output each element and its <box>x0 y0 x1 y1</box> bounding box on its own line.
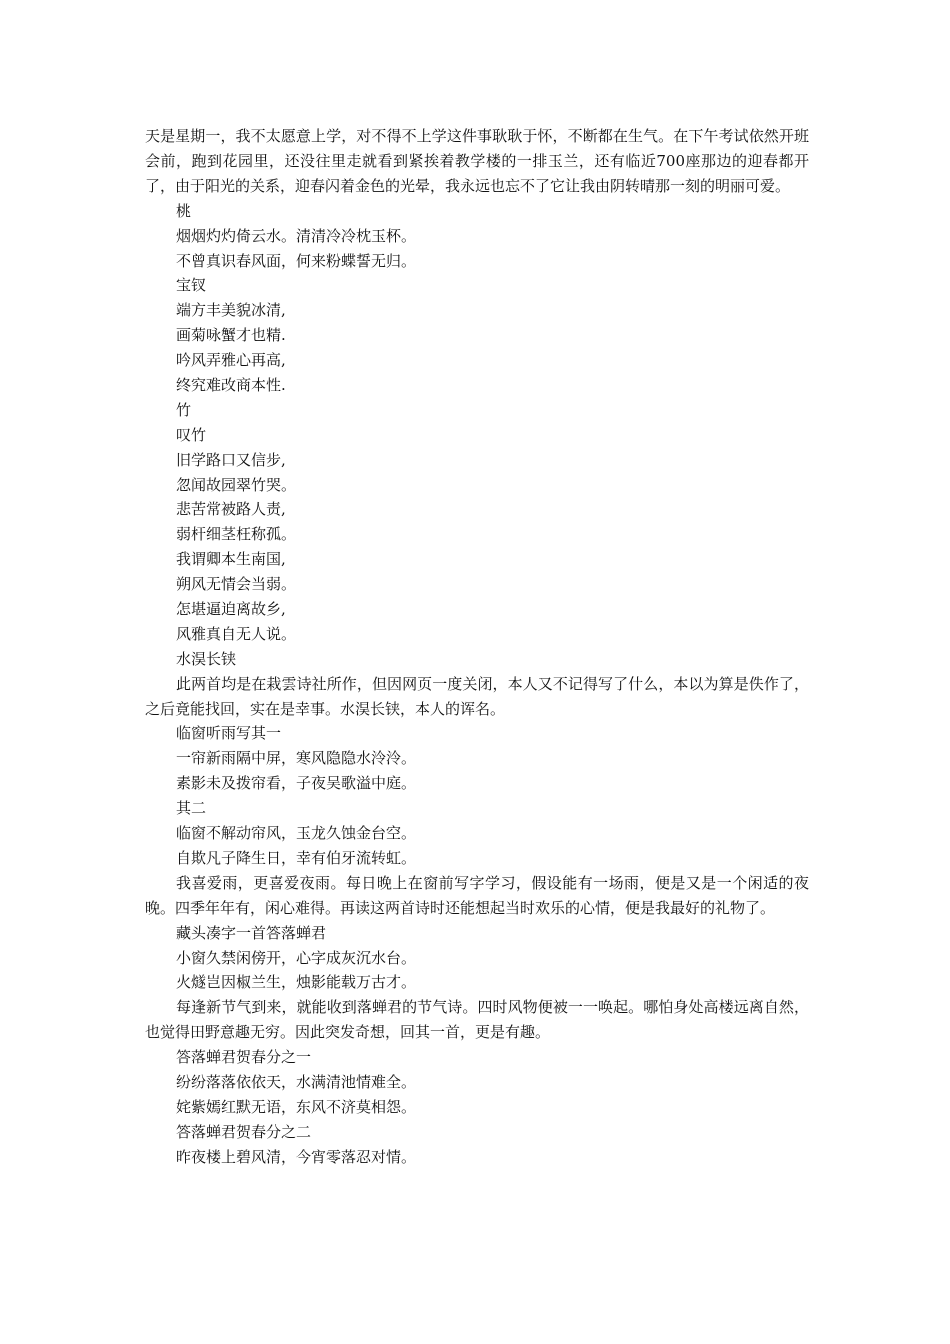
paragraph: 每逢新节气到来，就能收到落蝉君的节气诗。四时风物便被一一唤起。哪怕身处高楼远离自然，也觉得田野意趣无穷。因此突发奇想，回其一首，更是有趣。 <box>145 998 809 1042</box>
text-line: 终究难改商本性. <box>176 375 286 394</box>
text-line: 端方丰美貌冰清, <box>176 301 286 320</box>
text-line: 我谓卿本生南国, <box>176 550 286 569</box>
text-line: 纷纷落落依依天，水满清池情难全。 <box>176 1072 417 1091</box>
text-line: 吟风弄雅心再高, <box>176 351 286 370</box>
text-line: 藏头凑字一首答落蝉君 <box>176 923 327 942</box>
text-line: 素影未及拨帘看，子夜吴歌溢中庭。 <box>176 774 417 793</box>
paragraph: 天是星期一，我不太愿意上学，对不得不上学这件事耿耿于怀，不断都在生气。在下午考试依然开班会前，跑到花园里，还没往里走就看到紧挨着教学楼的一排玉兰，还有临近700座那边的迎春都开了，由于阳光的关系，迎春闪着金色的光晕，我永远也忘不了它让我由阴转晴那一刻的明丽可爱。 <box>145 127 809 195</box>
text-line: 风雅真自无人说。 <box>176 624 297 643</box>
text-line: 悲苦常被路人责, <box>176 500 286 519</box>
text-line: 忽闻故园翠竹哭。 <box>176 475 297 494</box>
text-line: 临窗不解动帘风，玉龙久蚀金台空。 <box>176 824 417 843</box>
text-line: 一帘新雨隔中屏，寒风隐隐水泠泠。 <box>176 749 417 768</box>
text-line: 火燧岂因椒兰生，烛影能载万古才。 <box>176 973 417 992</box>
text-line: 昨夜楼上碧风清，今宵零落忍对情。 <box>176 1147 417 1166</box>
text-line: 竹 <box>176 400 192 419</box>
text-line: 答落蝉君贺春分之一 <box>176 1048 312 1067</box>
text-line: 不曾真识春风面，何来粉蝶誓无归。 <box>176 251 417 270</box>
text-line: 水淏长铗 <box>176 649 237 668</box>
text-line: 答落蝉君贺春分之二 <box>176 1122 312 1141</box>
text-line: 烟烟灼灼倚云水。清清冷冷枕玉杯。 <box>176 226 417 245</box>
text-line: 姹紫嫣红默无语，东风不济莫相怨。 <box>176 1097 417 1116</box>
paragraph: 此两首均是在栽雲诗社所作，但因网页一度关闭，本人又不记得写了什么，本以为算是佚作了，之后竟能找回，实在是幸事。水淏长铗，本人的诨名。 <box>145 674 809 718</box>
document-body <box>145 124 809 1170</box>
text-line: 画菊咏蟹才也精. <box>176 326 286 345</box>
text-line: 旧学路口又信步, <box>176 450 286 469</box>
text-line: 临窗听雨写其一 <box>176 724 282 743</box>
text-line: 弱杆细茎枉称孤。 <box>176 525 297 544</box>
text-line: 叹竹 <box>176 425 207 444</box>
text-line: 自欺凡子降生日，幸有伯牙流转虹。 <box>176 848 417 867</box>
text-line: 宝钗 <box>176 276 207 295</box>
text-line: 朔风无情会当弱。 <box>176 575 297 594</box>
text-line: 桃 <box>176 201 192 220</box>
paragraph: 我喜爱雨，更喜爱夜雨。每日晚上在窗前写字学习，假设能有一场雨，便是又是一个闲适的夜晚。四季年年有，闲心难得。再读这两首诗时还能想起当时欢乐的心情，便是我最好的礼物了。 <box>145 873 809 917</box>
text-line: 怎堪逼迫离故乡, <box>176 599 286 618</box>
text-line: 其二 <box>176 799 207 818</box>
text-line: 小窗久禁闲傍开，心字成灰沉水台。 <box>176 948 417 967</box>
